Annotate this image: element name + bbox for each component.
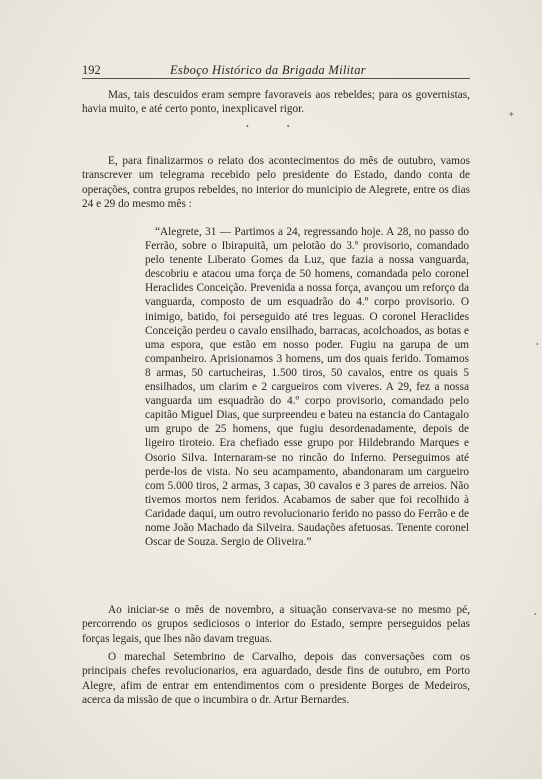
section-separator: • • [246,122,308,131]
margin-speck: • [536,340,539,349]
paragraph-telegram-intro: E, para finalizarmos o relato dos acontecimentos do mês de outubro, vamos transcrever um telegrama recebido pelo presidente do Estado, dando conta de operações, contra grupos rebeldes, no interior do municipio de Alegrete, entre os dias 24 e 29 do mesmo mês : [82,155,470,210]
margin-speck: • [534,610,537,619]
page-number: 192 [82,63,101,77]
paragraph-descuidos: Mas, tais descuidos eram sempre favoraveis aos rebeldes; para os governistas, havia muito, e até certo ponto, inexplicavel rigor. [82,89,470,116]
telegram-quote: “Alegrete, 31 — Partimos a 24, regressando hoje. A 28, no passo do Ferrão, sobre o Ibirapuitã, um pelotão do 3.º provisorio, comandado pelo tenente Liberato Gomes da Luz, que fazia a nossa vanguarda, descobriu e atacou uma força de 50 homens, comandada pelo coronel Heraclides Conceição. Prevenida a nossa força, avançou um reforço da vanguarda, composto de um esquadrão do 4.º corpo provisorio. O inimigo, batido, foi perseguido até tres leguas. O coronel Heraclides Conceição perdeu o cavalo ensilhado, barracas, acolchoados, as botas e uma espora, que estão em nosso poder. Fugiu na garupa de um companheiro. Aprisionamos 3 homens, um dos quais ferido. Tomamos 8 armas, 50 cartucheiras, 1.500 tiros, 50 cavalos, entre os quais 5 ensilhados, um clarim e 2 cargueiros com viveres. A 29, fez a nossa vanguarda um esquadrão do 4.º corpo provisorio, comandado pelo capitão Miguel Dias, que surpreendeu e bateu na estancia do Cantagalo um grupo de 25 homens, que fugiu desordenadamente, depois de ligeiro tiroteio. Era chefiado esse grupo por Hildebrando Marques e Osorio Silva. Internaram-se no rincão do Inferno. Perseguimos até perde-los de vista. No seu acampamento, abandonaram um cargueiro com 5.000 tiros, 2 armas, 3 capas, 30 cavalos e 3 pares de arreios. Não tivemos mortos nem feridos. Acabamos de saber que foi recolhido à Caridade daqui, um outro revolucionario ferido no passo do Ferrão e de nome João Machado da Silveira. Saudações afetuosas. Tenente coronel Oscar de Souza. Sergio de Oliveira.” [145,226,469,549]
page-header [82,62,470,79]
margin-speck: ✦ [508,110,515,119]
paragraph-marechal: O marechal Setembrino de Carvalho, depois das conversações com os principais chefes revolucionarios, era aguardado, desde fins de outubro, em Porto Alegre, afim de entrar em entendimentos com o presidente Borges de Medeiros, acerca da missão de que o incumbira o dr. Artur Bernardes. [82,651,470,706]
running-title: Esboço Histórico da Brigada Militar [170,63,366,77]
paragraph-november: Ao iniciar-se o mês de novembro, a situação conservava-se no mesmo pé, percorrendo os grupos sediciosos o interior do Estado, sempre perseguidos pelas forças legais, que lhes não davam treguas. [82,604,470,645]
